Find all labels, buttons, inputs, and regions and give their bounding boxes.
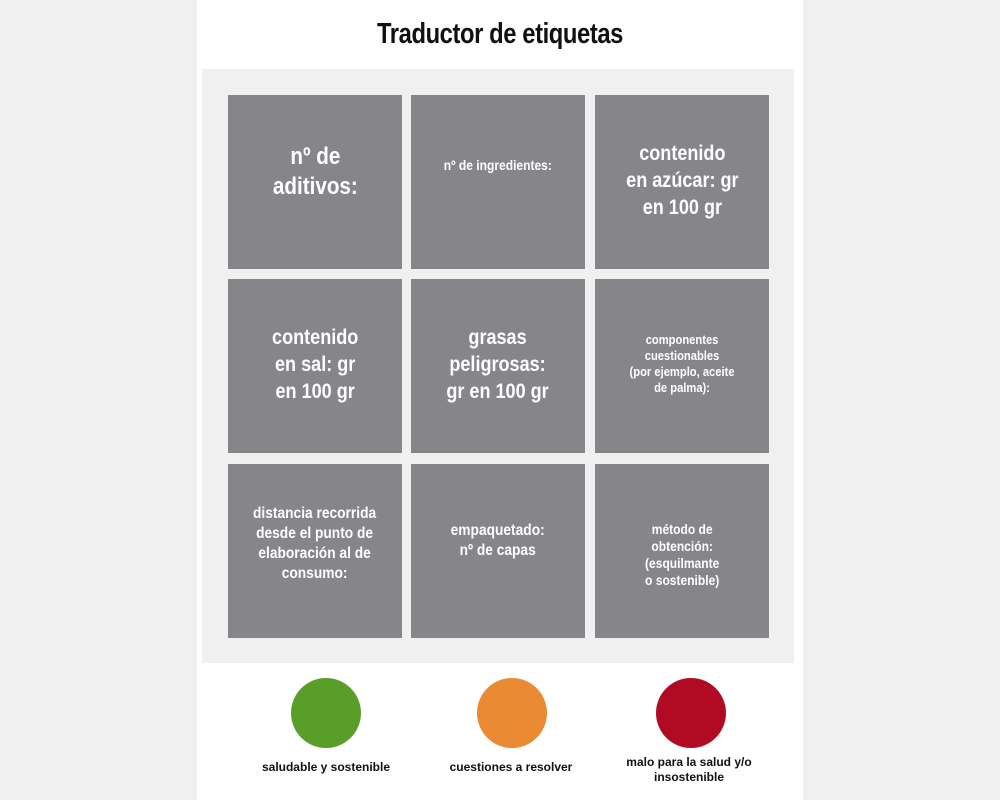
tile-questionable-components-text: componentes cuestionables (por ejemplo, aceite de palma): xyxy=(629,332,735,395)
tile-ingredients-text: nº de ingredientes: xyxy=(443,157,553,173)
legend-dot-orange xyxy=(477,678,547,748)
tile-salt xyxy=(228,279,402,453)
label-translator-sheet xyxy=(197,0,803,800)
tile-method-text: método de obtención: (esquilmante o sostenible) xyxy=(644,521,720,588)
tile-ingredients xyxy=(411,95,585,269)
legend-label-healthy: saludable y sostenible xyxy=(261,760,391,774)
legend-label-to-resolve: cuestiones a resolver xyxy=(449,760,573,774)
legend-dot-green xyxy=(291,678,361,748)
tile-questionable-components xyxy=(595,279,769,453)
tile-distance xyxy=(228,464,402,638)
tile-method xyxy=(595,464,769,638)
tile-additives xyxy=(228,95,402,269)
tile-fats xyxy=(411,279,585,453)
tile-sugar xyxy=(595,95,769,269)
tile-packaging xyxy=(411,464,585,638)
legend-dot-red xyxy=(656,678,726,748)
tile-additives-text: nº de aditivos: xyxy=(272,143,358,200)
tile-fats-text: grasas peligrosas: gr en 100 gr xyxy=(446,326,550,403)
label-grid-panel xyxy=(202,69,794,663)
tile-sugar-text: contenido en azúcar: gr en 100 gr xyxy=(625,142,739,219)
tile-packaging-text: empaquetado: nº de capas xyxy=(450,522,546,559)
legend-label-unhealthy: malo para la salud y/o insostenible xyxy=(626,755,752,784)
tile-salt-text: contenido en sal: gr en 100 gr xyxy=(271,326,359,403)
page-title: Traductor de etiquetas xyxy=(376,18,623,50)
tile-distance-text: distancia recorrida desde el punto de elaboración al de consumo: xyxy=(253,505,377,582)
